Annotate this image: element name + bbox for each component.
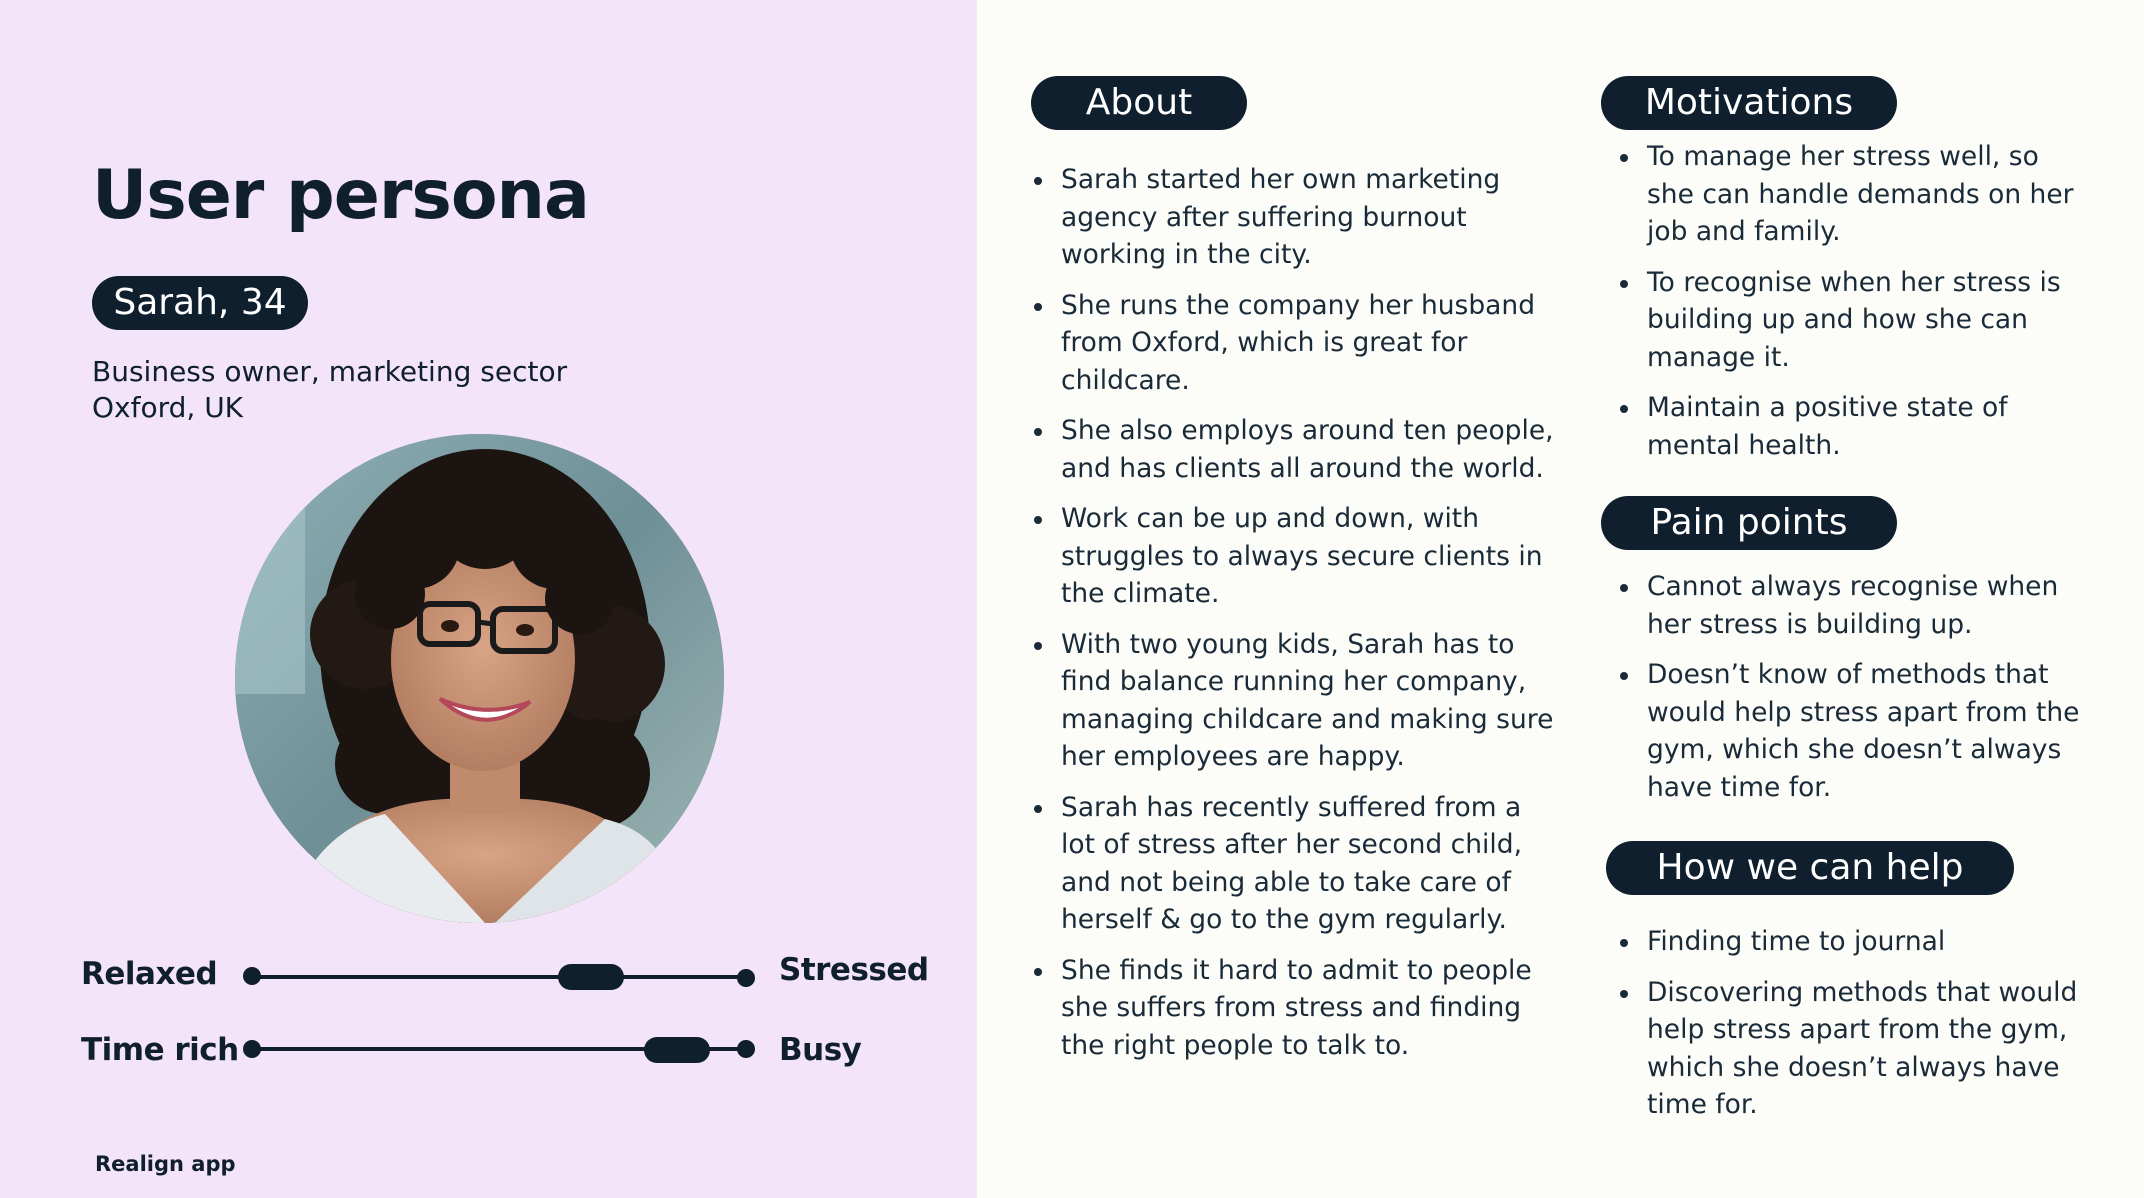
list-item: To manage her stress well, so she can handle demands on her job and family. <box>1620 138 2090 251</box>
list-item: Maintain a positive state of mental health. <box>1620 389 2090 464</box>
list-item: With two young kids, Sarah has to find balance running her company, managing childcare and making sure her employees are happy. <box>1034 626 1554 776</box>
scale-track-stress <box>252 975 746 979</box>
profile-photo <box>235 434 724 923</box>
scale-end-dot <box>737 969 755 987</box>
help-list <box>1620 923 2090 1137</box>
app-name-footer: Realign app <box>95 1152 236 1176</box>
list-item: Sarah started her own marketing agency after suffering burnout working in the city. <box>1034 161 1554 274</box>
location-text: Oxford, UK <box>92 391 244 424</box>
scale-start-dot <box>243 1040 261 1058</box>
scale-handle-stress <box>558 964 624 990</box>
scale-end-dot <box>737 1040 755 1058</box>
scale-handle-busy <box>644 1037 710 1063</box>
list-item: Sarah has recently suffered from a lot of stress after her second child, and not being able to take care of herself & go to the gym regularly. <box>1034 789 1554 939</box>
list-item: Cannot always recognise when her stress is building up. <box>1620 568 2090 643</box>
list-item: Discovering methods that would help stress apart from the gym, which she doesn’t always have time for. <box>1620 974 2090 1124</box>
list-item: To recognise when her stress is building up and how she can manage it. <box>1620 264 2090 377</box>
section-header-about: About <box>1031 76 1247 130</box>
list-item: She finds it hard to admit to people she suffers from stress and finding the right people to talk to. <box>1034 952 1554 1065</box>
name-age-badge: Sarah, 34 <box>92 276 308 330</box>
list-item: Doesn’t know of methods that would help stress apart from the gym, which she doesn’t always have time for. <box>1620 656 2090 806</box>
persona-summary-panel <box>0 0 977 1198</box>
list-item: Work can be up and down, with struggles to always secure clients in the climate. <box>1034 500 1554 613</box>
persona-details-panel <box>977 0 2144 1198</box>
page-title: User persona <box>92 156 589 235</box>
scale-right-label-busy: Busy <box>779 1032 862 1068</box>
section-header-motivations: Motivations <box>1601 76 1897 130</box>
pain-points-list <box>1620 568 2090 819</box>
scale-left-label-time-rich: Time rich <box>81 1032 239 1068</box>
about-list <box>1034 161 1554 1077</box>
scale-right-label-stressed: Stressed <box>779 952 929 988</box>
persona-details <box>92 354 567 426</box>
scale-left-label-relaxed: Relaxed <box>81 956 218 992</box>
scale-start-dot <box>243 967 261 985</box>
section-header-how-we-can-help: How we can help <box>1606 841 2014 895</box>
list-item: She runs the company her husband from Oxford, which is great for childcare. <box>1034 287 1554 400</box>
motivations-list <box>1620 138 2090 477</box>
list-item: She also employs around ten people, and has clients all around the world. <box>1034 412 1554 487</box>
list-item: Finding time to journal <box>1620 923 2090 961</box>
occupation-text: Business owner, marketing sector <box>92 355 568 388</box>
section-header-pain-points: Pain points <box>1601 496 1897 550</box>
